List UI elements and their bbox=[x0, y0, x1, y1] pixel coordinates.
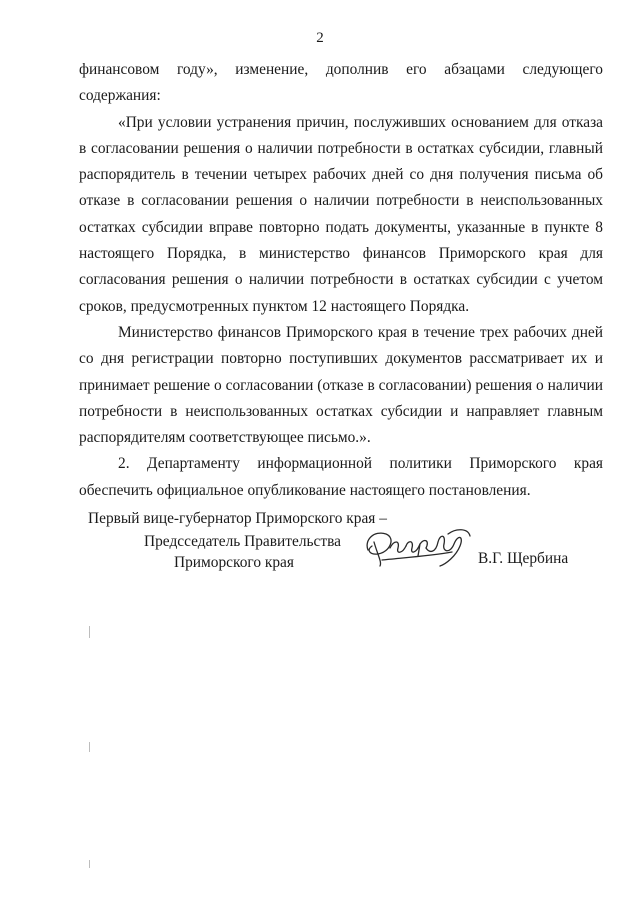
scan-margin-mark bbox=[89, 860, 90, 868]
paragraph-publication-order: 2. Департаменту информационной политики Приморского края обеспечить официальное опубликование настоящего постановления. bbox=[79, 455, 603, 499]
scan-margin-mark bbox=[89, 742, 90, 752]
handwritten-signature-icon bbox=[360, 522, 475, 572]
paragraph-continuation: финансовом году», изменение, дополнив его абзацами следующего содержания: bbox=[79, 61, 603, 105]
signatory-position-line-3: Приморского края bbox=[174, 554, 294, 571]
signatory-position-line-2: Предсседатель Правительства bbox=[144, 533, 341, 550]
scan-margin-mark bbox=[89, 626, 90, 638]
signature-block bbox=[0, 510, 640, 580]
page-number: 2 bbox=[316, 30, 324, 46]
signatory-name: В.Г. Щербина bbox=[478, 550, 569, 567]
document-body bbox=[79, 57, 603, 504]
paragraph-quoted-amendment: «При условии устранения причин, послуживших основанием для отказа в согласовании решения о наличии потребности в остатках субсидии, главный распорядитель в течении четырех рабочих дней со дня получения письма об отказе в согласовании решения о наличии потребности в неиспользованных остатках субсидии вправе повторно подать документы, указанные в пункте 8 настоящего Порядка, в министерство финансов Приморского края для согласования решения о наличии потребности в остатках субсидии с учетом сроков, предусмотренных пунктом 12 настоящего Порядка. bbox=[79, 113, 603, 315]
signatory-position-line-1: Первый вице-губернатор Приморского края – bbox=[88, 510, 387, 527]
paragraph-ministry-decision: Министерство финансов Приморского края в течение трех рабочих дней со дня регистрации повторно поступивших документов рассматривает их и принимает решение о согласовании (отказе в согласовании) решения о наличии потребности в неиспользованных остатках субсидии и направляет главным распорядителям соответствующее письмо.». bbox=[79, 323, 603, 447]
